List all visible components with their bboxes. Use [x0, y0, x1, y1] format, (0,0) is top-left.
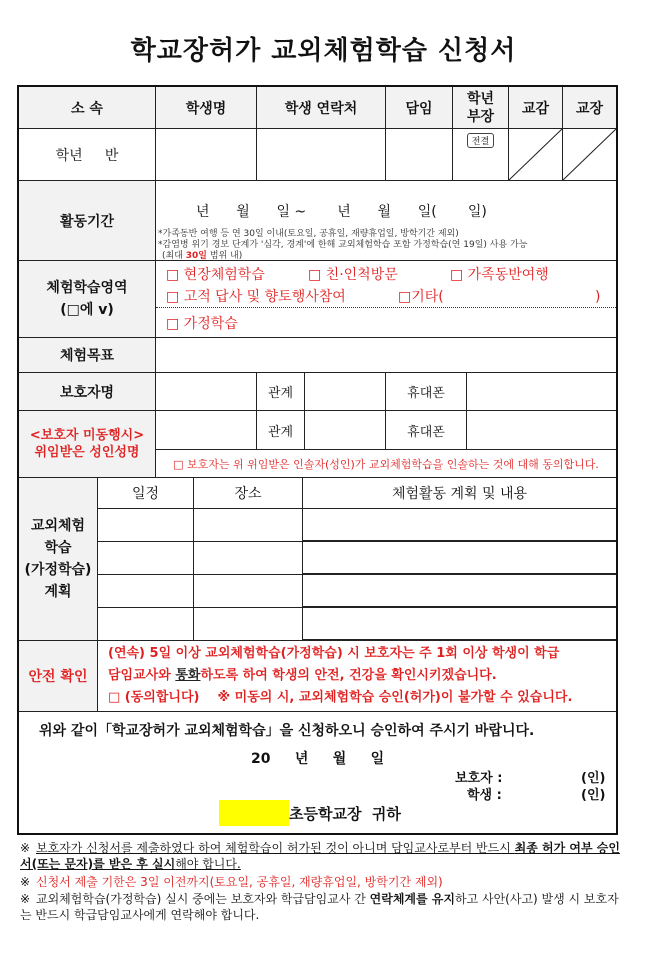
page-title: 학교장허가 교외체험학습 신청서 [130, 36, 517, 66]
safety-content [97, 640, 617, 712]
guardian-phone-label: 휴대폰 [385, 372, 467, 411]
option-other[interactable]: □기타( ) [398, 289, 601, 305]
note-2-text: 신청서 제출 기한은 3일 이전까지(토요일, 공휴일, 재량휴업일, 방학기간 제외) [36, 875, 443, 889]
note-mark: ※ [20, 875, 31, 889]
guardian-relation-field[interactable] [304, 372, 386, 411]
area-options [155, 260, 617, 338]
plan-col-content: 체험활동 계획 및 내용 [302, 477, 617, 509]
student-contact-field[interactable] [256, 128, 386, 181]
option-home-learning[interactable]: □ 가정학습 [166, 316, 238, 332]
header-affiliation: 소 속 [18, 86, 156, 129]
delegate-relation-label: 관계 [256, 410, 305, 450]
plan-cell[interactable] [193, 508, 303, 542]
homeroom-sign-field[interactable] [385, 128, 453, 181]
safety-line-2b: 통화 [175, 668, 201, 683]
plan-cell[interactable] [302, 574, 617, 607]
plan-cell[interactable] [302, 508, 617, 541]
period-label: 활동기간 [18, 180, 156, 261]
request-section [18, 711, 617, 834]
plan-cell[interactable] [302, 607, 617, 640]
grade-class-field[interactable]: 학년 반 [18, 128, 156, 181]
note-3a: 교외체험학습(가정학습) 실시 중에는 보호자와 학급담임교사 간 [36, 892, 370, 906]
plan-cell[interactable] [193, 541, 303, 575]
note-1a: 보호자가 신청서를 제출하였다 하여 체험학습이 허가된 것이 아니며 담임교사로부터 반드시 [36, 841, 515, 855]
request-text: 위와 같이「학교장허가 교외체험학습」을 신청하오니 승인하여 주시기 바랍니다. [39, 723, 535, 739]
note-mark: ※ [20, 892, 31, 906]
header-student-name: 학생명 [155, 86, 257, 129]
delegate-label [18, 410, 156, 478]
period-field[interactable] [155, 180, 617, 261]
header-homeroom: 담임 [385, 86, 453, 129]
area-label [18, 260, 156, 338]
student-sign-label: 학생 : [467, 788, 502, 803]
safety-line-1: (연속) 5일 이상 교외체험학습(가정학습) 시 보호자는 주 1회 이상 학생이 학급 [108, 646, 560, 661]
safety-warning: ※ 미동의 시, 교외체험학습 승인(허가)이 불가할 수 있습니다. [217, 690, 573, 705]
note-3c: 하고 사안(사고) 발생 시 보호자는 반드시 학급담임교사에게 연락해야 합니다. [20, 892, 619, 922]
area-divider [156, 307, 616, 308]
header-grade-head: 학년 부장 [452, 86, 509, 129]
request-date[interactable]: 20 년 월 일 [251, 751, 385, 767]
student-seal[interactable]: (인) [581, 788, 606, 803]
delegate-name-field[interactable] [155, 410, 257, 450]
addressee: 초등학교장 귀하 [289, 805, 401, 823]
delegate-relation-field[interactable] [304, 410, 386, 450]
plan-cell[interactable] [97, 574, 194, 608]
plan-col-schedule: 일정 [97, 477, 194, 509]
guardian-seal[interactable]: (인) [581, 771, 606, 786]
period-note-3b: 30일 [185, 251, 207, 261]
option-field-trip[interactable]: □ 현장체험학습 [166, 267, 265, 283]
period-note-3c: 범위 내) [206, 251, 243, 261]
vice-principal-slash [508, 128, 563, 181]
option-relative-visit[interactable]: □ 친·인척방문 [308, 267, 398, 283]
plan-cell[interactable] [193, 607, 303, 641]
delegate-phone-field[interactable] [466, 410, 617, 450]
school-name-highlight[interactable] [219, 800, 289, 826]
note-1 [20, 840, 620, 872]
option-heritage[interactable]: □ 고적 답사 및 향토행사참여 [166, 289, 346, 305]
safety-agree-checkbox[interactable]: □ (동의합니다) [108, 690, 200, 705]
grade-head-sign-field[interactable] [452, 128, 509, 181]
principal-slash [562, 128, 617, 181]
plan-cell[interactable] [97, 541, 194, 575]
safety-line-2c: 하도록 하여 학생의 안전, 건강을 확인시키겠습니다. [200, 668, 497, 683]
guardian-label: 보호자명 [18, 372, 156, 411]
header-vice-principal: 교감 [508, 86, 563, 129]
guardian-name-field[interactable] [155, 372, 257, 411]
safety-line-2a: 담임교사와 [108, 668, 176, 683]
plan-label: 교외체험 학습 (가정학습) 계획 [18, 477, 98, 641]
header-student-contact: 학생 연락처 [256, 86, 386, 129]
header-principal: 교장 [562, 86, 617, 129]
plan-cell[interactable] [97, 508, 194, 542]
student-name-field[interactable] [155, 128, 257, 181]
delegate-label-2: 위임받은 성인성명 [34, 445, 140, 460]
period-note-3a: (최대 [162, 251, 186, 261]
plan-cell[interactable] [97, 607, 194, 641]
note-3 [20, 891, 620, 923]
guardian-sign-label: 보호자 : [455, 771, 503, 786]
period-note-2: *감염병 위기 경보 단계가 '심각, 경계'에 한해 교외체험학습 포함 가정학습(연 19일) 사용 가능 [158, 240, 528, 250]
delegate-phone-label: 휴대폰 [385, 410, 467, 450]
goal-field[interactable] [155, 337, 617, 373]
delegate-label-1: <보호자 미동행시> [29, 428, 145, 443]
delegate-consent-checkbox[interactable]: □ 보호자는 위 위임받은 인솔자(성인)가 교외체험학습을 인솔하는 것에 대해 동의합니다. [155, 449, 617, 478]
plan-cell[interactable] [302, 541, 617, 574]
guardian-relation-label: 관계 [256, 372, 305, 411]
note-1c: 해야 합니다. [175, 857, 241, 871]
note-mark: ※ [20, 841, 31, 855]
safety-label: 안전 확인 [18, 640, 98, 712]
goal-label: 체험목표 [18, 337, 156, 373]
area-label-text: 체험학습영역 [46, 280, 128, 296]
plan-col-place: 장소 [193, 477, 303, 509]
option-family-trip[interactable]: □ 가족동반여행 [450, 267, 549, 283]
note-3b: 연락체계를 유지 [369, 892, 455, 906]
period-note-1: *가족동반 여행 등 연 30일 이내(토요일, 공휴일, 재량휴업일, 방학기간 제외) [158, 229, 459, 239]
guardian-phone-field[interactable] [466, 372, 617, 411]
pre-approval-badge: 전결 [467, 133, 494, 148]
plan-cell[interactable] [193, 574, 303, 608]
note-2 [20, 874, 620, 890]
note-1b: 최종 허가 여부 승인서(또는 문자)를 받은 후 실시 [20, 841, 620, 871]
period-dates: 년 월 일 ~ 년 월 일( 일) [196, 204, 487, 220]
area-label-hint: (□에 v) [60, 302, 114, 318]
